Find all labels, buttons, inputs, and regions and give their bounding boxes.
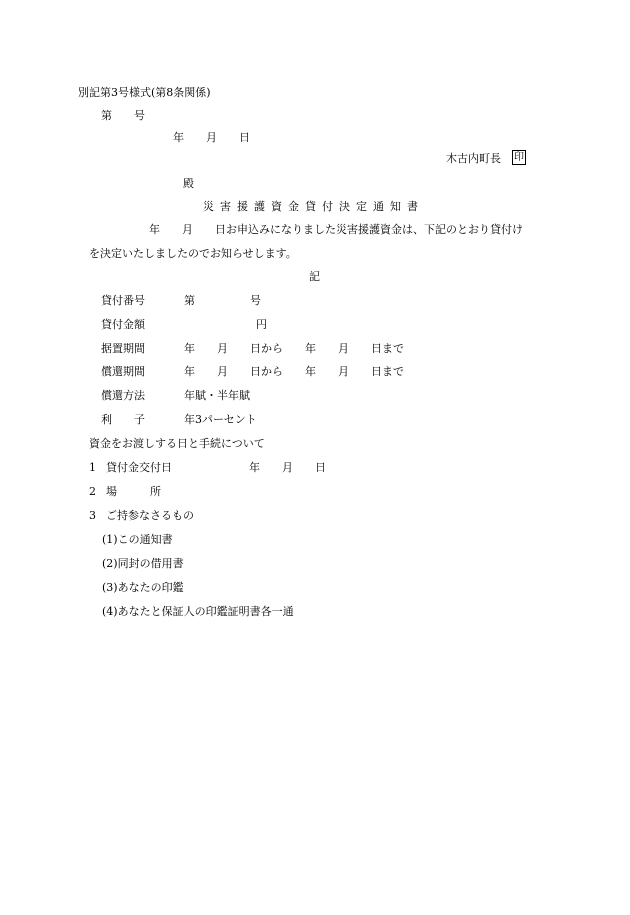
- detail-value: 年3パーセント: [184, 413, 257, 426]
- procedure-value: 年 月 日: [249, 461, 326, 474]
- detail-label: 利 子: [101, 413, 145, 426]
- procedure-num: 1: [89, 461, 96, 474]
- detail-value: 円: [256, 318, 267, 331]
- ki-mark: 記: [309, 270, 320, 283]
- issuer: 木古内町長: [446, 152, 501, 165]
- form-label: 別記第3号様式(第8条関係): [78, 86, 211, 99]
- addressee-suffix: 殿: [183, 177, 194, 190]
- procedure-num: 3: [89, 509, 96, 522]
- bring-item: (4)あなたと保証人の印鑑証明書各一通: [102, 605, 294, 618]
- detail-label: 貸付番号: [101, 294, 145, 307]
- body-line-1: 年 月 日お申込みになりました災害援護資金は、下記のとおり貸付け: [149, 223, 523, 236]
- detail-label: 貸付金額: [101, 318, 145, 331]
- detail-value: 年賦・半年賦: [184, 389, 250, 402]
- date-line: 年 月 日: [173, 131, 250, 144]
- procedure-label: ご持参なさるもの: [106, 509, 194, 522]
- document-title: 災害援護資金貸付決定通知書: [203, 200, 424, 213]
- detail-value: 第 号: [184, 294, 261, 307]
- detail-value: 年 月 日から 年 月 日まで: [184, 342, 404, 355]
- detail-label: 償還方法: [101, 389, 145, 402]
- procedure-label: 貸付金交付日: [106, 461, 172, 474]
- procedure-heading: 資金をお渡しする日と手続について: [89, 437, 265, 450]
- detail-label: 据置期間: [101, 342, 145, 355]
- procedure-num: 2: [89, 485, 96, 498]
- bring-item: (1)この通知書: [102, 533, 173, 546]
- body-line-2: を決定いたしましたのでお知らせします。: [89, 247, 297, 260]
- detail-value: 年 月 日から 年 月 日まで: [184, 365, 404, 378]
- procedure-label: 場 所: [106, 485, 161, 498]
- number-line: 第 号: [101, 109, 145, 122]
- seal-mark: 印: [514, 152, 524, 163]
- bring-item: (3)あなたの印鑑: [102, 581, 184, 594]
- bring-item: (2)同封の借用書: [102, 557, 184, 570]
- detail-label: 償還期間: [101, 365, 145, 378]
